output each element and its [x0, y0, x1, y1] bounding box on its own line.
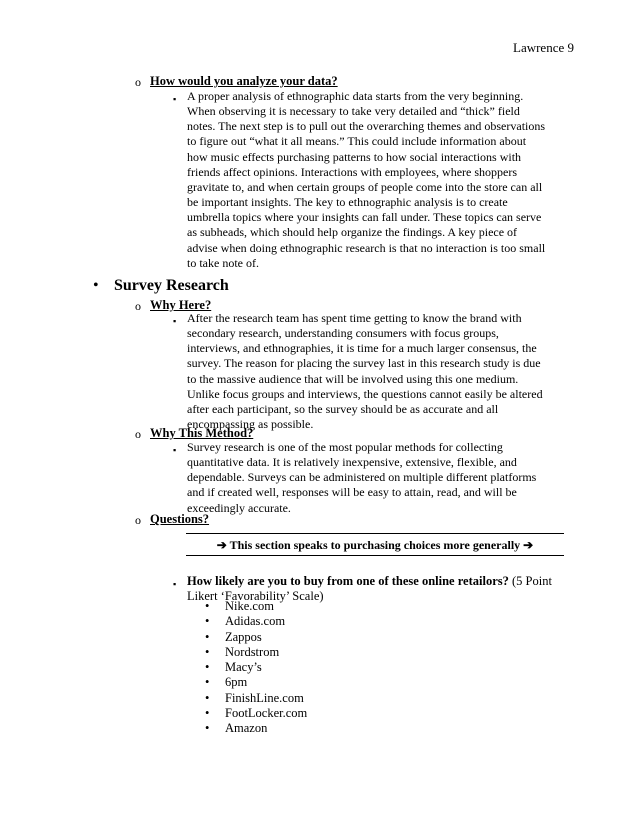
list-item: [205, 706, 307, 721]
text-line: survey. The reason for placing the survey last in this research study is due: [187, 356, 541, 371]
list-item: [205, 599, 307, 614]
section-rule-bottom: [186, 555, 564, 556]
retailer-name: Amazon: [225, 721, 268, 736]
text-line: notes. The next step is to pull out the overarching themes and observations: [187, 119, 546, 134]
question-title: How likely are you to buy from one of these online retailors?: [187, 574, 509, 588]
square-bullet: ▪: [173, 94, 177, 104]
analyze-heading: How would you analyze your data?: [150, 74, 338, 88]
text-line: advise when doing ethnographic research is that no interaction is too small: [187, 240, 546, 255]
bullet: •: [205, 706, 210, 721]
text-line: Unlike focus groups and interviews, the questions cannot easily be altered: [187, 386, 543, 401]
why-method-heading: Why This Method?: [150, 426, 254, 440]
text-line: to the massive audience that will be involved using this one medium.: [187, 371, 519, 386]
text-line: gravitate to, and when certain groups of people come into the store can all: [187, 179, 543, 194]
text-line: exceedingly accurate.: [187, 500, 291, 515]
text-line: how music effects purchasing patterns to how social interactions with: [187, 149, 522, 164]
retailer-name: FootLocker.com: [225, 706, 308, 721]
text-line: to take note of.: [187, 255, 259, 270]
text-line: A proper analysis of ethnographic data starts from the very beginning.: [187, 89, 524, 103]
question-scale: (5 Point: [508, 574, 552, 588]
text-line: quantitative data. It is relatively inexpensive, extensive, flexible, and: [187, 455, 517, 470]
text-line: to figure out “what it all means.” This could include information about: [187, 134, 527, 149]
text-line: encompassing as possible.: [187, 417, 314, 432]
bullet: •: [205, 721, 210, 736]
section-note: ➔ This section speaks to purchasing choices more generally ➔: [216, 538, 534, 552]
retailer-name: Macy’s: [225, 660, 262, 675]
survey-title: Survey Research: [114, 277, 229, 294]
main-bullet: •: [93, 277, 99, 294]
text-line: secondary research, understanding consumers with focus groups,: [187, 326, 499, 341]
bullet: •: [205, 599, 210, 613]
text-line: After the research team has spent time getting to know the brand with: [187, 311, 522, 325]
text-line: after each participant, so the survey should be as accurate and all: [187, 401, 499, 416]
question-line: [187, 574, 572, 589]
list-item: [205, 630, 307, 645]
text-line: interviews, and ethnographies, it is time for a much larger consensus, the: [187, 341, 537, 356]
retailer-name: Nike.com: [225, 599, 274, 613]
square-bullet: ▪: [173, 579, 177, 589]
list-item: [205, 645, 307, 660]
bullet: •: [205, 690, 210, 705]
text-line: When observing it is necessary to take very detailed and “thick” field: [187, 104, 520, 119]
text-line: be important insights. The key to ethnographic analysis is to create: [187, 195, 508, 210]
why-here-paragraph: [187, 311, 572, 432]
question-line-2: Likert ‘Favorability’ Scale): [187, 589, 324, 604]
sub-bullet: o: [135, 513, 141, 527]
text-line: friends affect opinions. Interactions with employees, where shoppers: [187, 164, 518, 179]
list-item: [205, 675, 307, 690]
bullet: •: [205, 644, 210, 659]
bullet: •: [205, 614, 210, 629]
text-line: as subheads, which should help organize the findings. A key piece of: [187, 225, 518, 240]
retailer-name: 6pm: [225, 675, 248, 690]
text-line: Survey research is one of the most popular methods for collecting: [187, 440, 503, 454]
sub-bullet: o: [135, 75, 141, 89]
retailer-name: FinishLine.com: [225, 690, 304, 705]
bullet: •: [205, 629, 210, 644]
page-header: Lawrence 9: [513, 40, 574, 55]
text-line: umbrella topics where your insights can fall under. These topics can serve: [187, 210, 542, 225]
square-bullet: ▪: [173, 316, 177, 326]
retailer-name: Nordstrom: [225, 644, 280, 659]
list-item: [205, 614, 307, 629]
analyze-paragraph: [187, 89, 572, 271]
retailer-list: [205, 599, 307, 737]
bullet: •: [205, 675, 210, 690]
retailer-name: Zappos: [225, 629, 262, 644]
why-here-heading: Why Here?: [150, 298, 212, 312]
retailer-name: Adidas.com: [225, 614, 286, 629]
square-bullet: ▪: [173, 445, 177, 455]
text-line: dependable. Surveys can be administered on multiple different platforms: [187, 470, 537, 485]
sub-bullet: o: [135, 427, 141, 441]
questions-heading: Questions?: [150, 512, 210, 526]
bullet: •: [205, 660, 210, 675]
list-item: [205, 721, 307, 736]
text-line: and if created well, responses will be easy to attain, read, and will be: [187, 485, 517, 500]
section-rule-top: [186, 533, 564, 534]
sub-bullet: o: [135, 299, 141, 313]
why-method-paragraph: [187, 440, 572, 516]
list-item: [205, 660, 307, 675]
list-item: [205, 691, 307, 706]
